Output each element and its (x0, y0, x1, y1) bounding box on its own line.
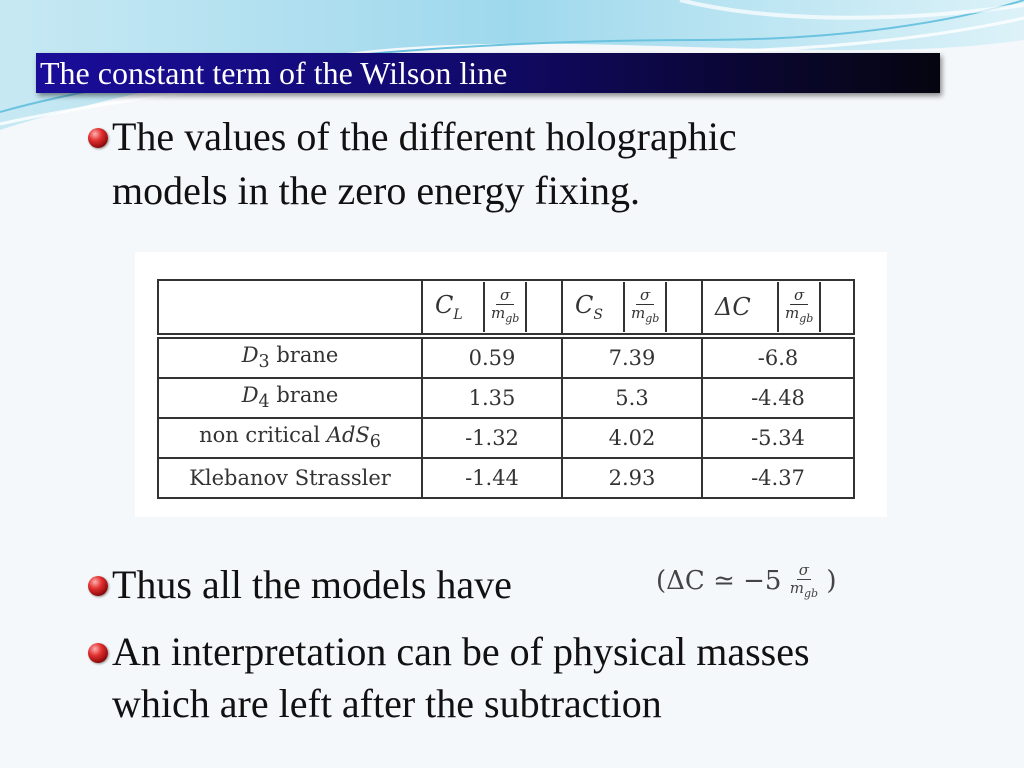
bullet-icon (88, 576, 108, 596)
bullet-icon (88, 643, 108, 663)
dc-cell: -6.8 (702, 338, 854, 378)
header-cs-fraction (623, 282, 667, 332)
bullet-3-line-2: which are left after the subtraction (112, 681, 662, 726)
cl-cell: 1.35 (422, 378, 562, 418)
header-dc (702, 280, 854, 334)
dc-cell: -5.34 (702, 418, 854, 458)
table-row (158, 378, 854, 418)
formula-open: (ΔC ≃ −5 (656, 566, 782, 596)
cl-cell: 0.59 (422, 338, 562, 378)
header-cs-sub: S (593, 306, 603, 323)
header-dc-symbol: ΔC (715, 293, 751, 321)
header-cl-sub: L (453, 306, 463, 323)
table-row (158, 458, 854, 498)
cs-cell: 4.02 (562, 418, 702, 458)
bullet-3-line-1: An interpretation can be of physical masses (112, 629, 810, 674)
dc-cell: -4.48 (702, 378, 854, 418)
header-cs (562, 280, 702, 334)
cs-cell: 5.3 (562, 378, 702, 418)
cs-cell: 7.39 (562, 338, 702, 378)
table-header-row (158, 280, 854, 334)
header-cl-fraction (483, 282, 527, 332)
frac-den: m (631, 304, 646, 322)
cl-cell: -1.32 (422, 418, 562, 458)
dc-cell: -4.37 (702, 458, 854, 498)
formula-close: ) (826, 566, 837, 596)
cl-cell: -1.44 (422, 458, 562, 498)
header-dc-fraction (777, 282, 821, 332)
table-row (158, 338, 854, 378)
frac-den-sub: gb (645, 312, 660, 325)
cs-cell: 2.93 (562, 458, 702, 498)
delta-c-formula (656, 562, 836, 600)
model-cell: non critical AdS$_6$ (158, 418, 422, 458)
header-cs-symbol: C (575, 291, 594, 320)
frac-den-sub: gb (799, 312, 814, 325)
frac-num: σ (636, 287, 654, 305)
bullet-icon (88, 128, 108, 148)
results-table (157, 279, 855, 499)
slide-title: The constant term of the Wilson line (40, 55, 508, 91)
header-cl (422, 280, 562, 334)
frac-den: m (491, 304, 506, 322)
formula-den-sub: gb (803, 587, 819, 600)
frac-den-sub: gb (505, 312, 520, 325)
bullet-2-line-1: Thus all the models have (112, 562, 512, 607)
table-row (158, 418, 854, 458)
formula-num: σ (798, 562, 810, 579)
frac-den: m (785, 304, 800, 322)
header-cl-symbol: C (435, 291, 454, 320)
formula-den: m (789, 579, 804, 597)
bullet-1-line-2: models in the zero energy fixing. (112, 168, 641, 213)
frac-num: σ (790, 287, 808, 305)
header-empty-cell (158, 280, 422, 334)
slide-title-bar (36, 53, 940, 93)
frac-num: σ (496, 287, 514, 305)
model-cell: $D_3$ brane (158, 338, 422, 378)
bullet-1-line-1: The values of the different holographic (112, 114, 737, 159)
model-cell: Klebanov Strassler (158, 458, 422, 498)
model-cell: $D_4$ brane (158, 378, 422, 418)
results-table-image (135, 252, 887, 517)
